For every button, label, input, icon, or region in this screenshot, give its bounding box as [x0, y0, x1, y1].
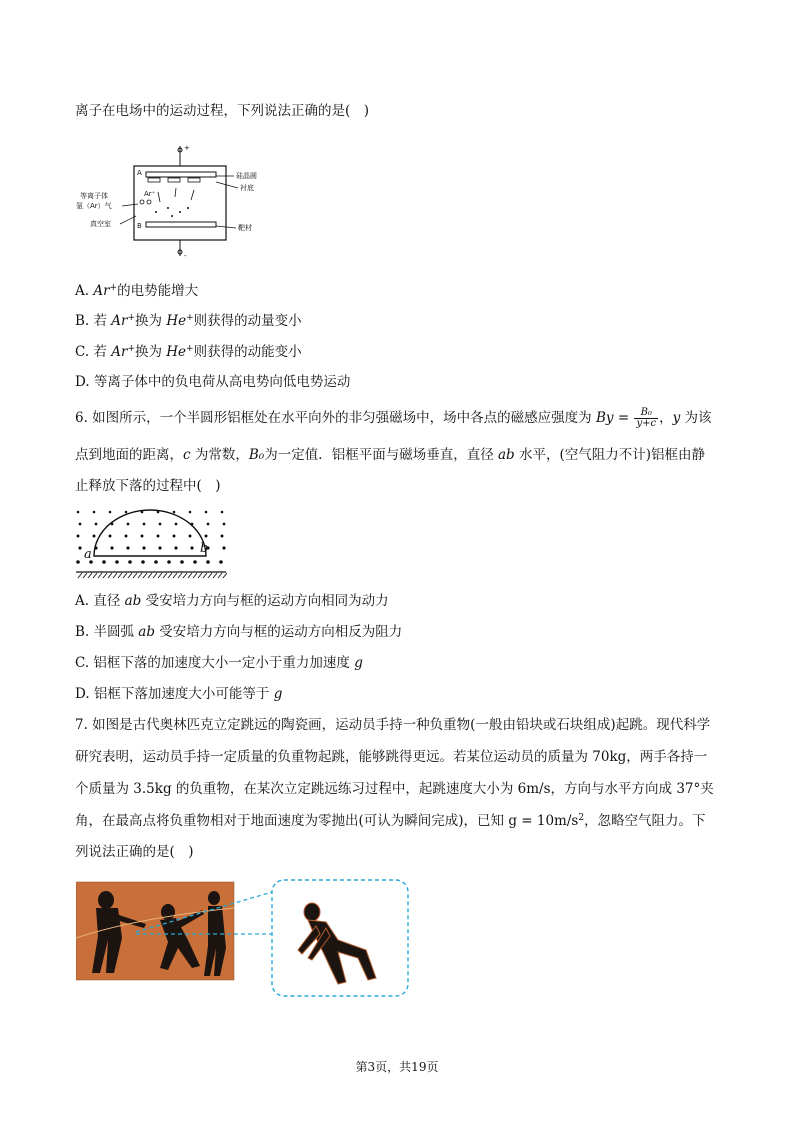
field-dot — [141, 535, 144, 538]
field-dot — [219, 560, 223, 564]
q5-option-c: C. 若 Ar+换为 He+则获得的动能变小 — [75, 344, 302, 360]
plasma-label-2: 氩（Ar）气 — [76, 202, 112, 210]
q5-option-d: D. 等离子体中的负电荷从高电势向低电势运动 — [75, 374, 351, 390]
q7-stem-line1: 7. 如图是古代奥林匹克立定跳远的陶瓷画，运动员手持一种负重物(一般由铅块或石块组成)起跳。现代科学 — [75, 717, 711, 733]
field-dot — [207, 523, 210, 526]
field-dot — [128, 560, 132, 564]
field-dot — [102, 560, 106, 564]
target-label: 靶材 — [238, 224, 252, 232]
q7-stem-line2: 研究表明，运动员手持一定质量的负重物起跳，能够跳得更远。若某位运动员的质量为 70kg，两手各持一 — [75, 749, 708, 765]
field-dot — [158, 546, 161, 549]
field-dot — [190, 546, 193, 549]
ground-hatch — [223, 573, 227, 578]
ground-hatch — [203, 573, 207, 578]
ar-ion-label: Ar⁺ — [144, 190, 156, 198]
ground-hatch — [198, 573, 202, 578]
ground-hatch — [88, 573, 92, 578]
plate-b-label: B — [137, 222, 142, 230]
field-dot — [78, 546, 81, 549]
q7-stem-line4: 角，在最高点将负重物相对于地面速度为零抛出(可认为瞬间完成)，已知 $g = 10m/s^2$，忽略空气阻力。下 — [75, 813, 706, 829]
field-dot — [157, 535, 160, 538]
field-dot — [127, 523, 130, 526]
field-dot — [125, 511, 128, 514]
ground-hatch — [208, 573, 212, 578]
ground-hatch — [93, 573, 97, 578]
field-dot — [125, 535, 128, 538]
field-dot — [175, 523, 178, 526]
field-dot — [205, 535, 208, 538]
field-dot — [193, 560, 197, 564]
q6-fraction: $\frac{\text{B₀}}{y+c}$ — [636, 407, 657, 429]
ground-hatch — [98, 573, 102, 578]
field-dot — [143, 523, 146, 526]
q5-figure-chamber — [76, 142, 276, 260]
q7-figure-vase — [76, 878, 416, 1000]
field-dot — [142, 546, 145, 549]
q7-stem-line5: 列说法正确的是( ) — [75, 844, 194, 860]
q5-option-a: A. Ar+的电势能增大 — [75, 283, 199, 299]
field-dot — [159, 523, 162, 526]
ground-hatch — [173, 573, 177, 578]
ground-hatch — [168, 573, 172, 578]
field-dot — [205, 511, 208, 514]
q6-option-a: A. 直径 ab 受安培力方向与框的运动方向相同为动力 — [75, 593, 389, 609]
q7-stem-line3: 个质量为 3.5kg 的负重物，在某次立定跳远练习过程中，起跳速度大小为 6m/s，方向与水平方向成 37°夹 — [75, 781, 714, 797]
page-footer: 第3页，共19页 — [355, 1060, 439, 1074]
q5-stem: 离子在电场中的运动过程，下列说法正确的是( ) — [75, 103, 370, 119]
q6-figure-frame — [72, 504, 232, 580]
field-dot — [76, 560, 80, 564]
field-dot — [77, 511, 80, 514]
q6-stem-line2: 点到地面的距离，c 为常数，B₀为一定值．铝框平面与磁场垂直，直径 ab 水平，(空气阻力不计)铝框由静 — [75, 447, 706, 463]
field-dot — [173, 511, 176, 514]
q6-stem-line3: 止释放下落的过程中( ) — [75, 478, 221, 494]
ground-hatch — [133, 573, 137, 578]
ground-hatch — [213, 573, 217, 578]
field-dot — [154, 560, 158, 564]
plate-a-label: A — [137, 169, 142, 177]
field-dot — [141, 560, 145, 564]
point-b-label: b — [200, 541, 209, 556]
field-dot — [222, 546, 225, 549]
field-dot — [189, 535, 192, 538]
q6-stem-line1: 6. 如图所示，一个半圆形铝框处在水平向外的非匀强磁场中，场中各点的磁感应强度为 By = $\frac{\text{B₀}}{y+c}$ ，y 为该 — [75, 407, 712, 429]
field-dot — [79, 523, 82, 526]
ground-hatch — [128, 573, 132, 578]
q6-option-d: D. 铝框下落加速度大小可能等于 g — [75, 686, 283, 702]
minus-terminal-label: - — [184, 252, 187, 260]
ground-hatch — [193, 573, 197, 578]
q6-option-b: B. 半圆弧 ab 受安培力方向与框的运动方向相反为阻力 — [75, 624, 403, 640]
ground-hatch — [148, 573, 152, 578]
wafer-label-1: 硅晶圆 — [236, 172, 257, 180]
field-dot — [180, 560, 184, 564]
field-dot — [126, 546, 129, 549]
ground-hatch — [103, 573, 107, 578]
ground-hatch — [138, 573, 142, 578]
vacuum-label: 真空室 — [90, 220, 111, 228]
field-dot — [221, 511, 224, 514]
point-a-label: a — [84, 547, 92, 562]
field-dot — [115, 560, 119, 564]
ground-hatch — [123, 573, 127, 578]
field-dot — [95, 523, 98, 526]
q6-option-c: C. 铝框下落的加速度大小一定小于重力加速度 g — [75, 655, 363, 671]
ground-hatch — [153, 573, 157, 578]
field-dot — [173, 535, 176, 538]
plasma-label-1: 等离子体 — [80, 192, 108, 200]
ground-hatch — [218, 573, 222, 578]
field-dot — [189, 511, 192, 514]
ground-hatch — [178, 573, 182, 578]
field-dot — [223, 523, 226, 526]
ground-hatch — [118, 573, 122, 578]
plus-terminal-label: + — [184, 144, 190, 152]
field-dot — [174, 546, 177, 549]
q5-option-b: B. 若 Ar+换为 He+则获得的动量变小 — [75, 313, 302, 329]
field-dot — [109, 535, 112, 538]
field-dot — [206, 560, 210, 564]
ground-hatch — [108, 573, 112, 578]
ground-hatch — [143, 573, 147, 578]
field-dot — [110, 546, 113, 549]
field-dot — [109, 511, 112, 514]
ground-hatch — [188, 573, 192, 578]
ground-hatch — [183, 573, 187, 578]
field-dot — [93, 511, 96, 514]
ground-hatch — [158, 573, 162, 578]
ground-hatch — [83, 573, 87, 578]
field-dot — [77, 535, 80, 538]
field-dot — [221, 535, 224, 538]
ground-hatch — [163, 573, 167, 578]
ground-hatch — [78, 573, 82, 578]
field-dot — [93, 535, 96, 538]
field-dot — [167, 560, 171, 564]
wafer-label-2: 衬底 — [240, 184, 254, 192]
ground-hatch — [113, 573, 117, 578]
